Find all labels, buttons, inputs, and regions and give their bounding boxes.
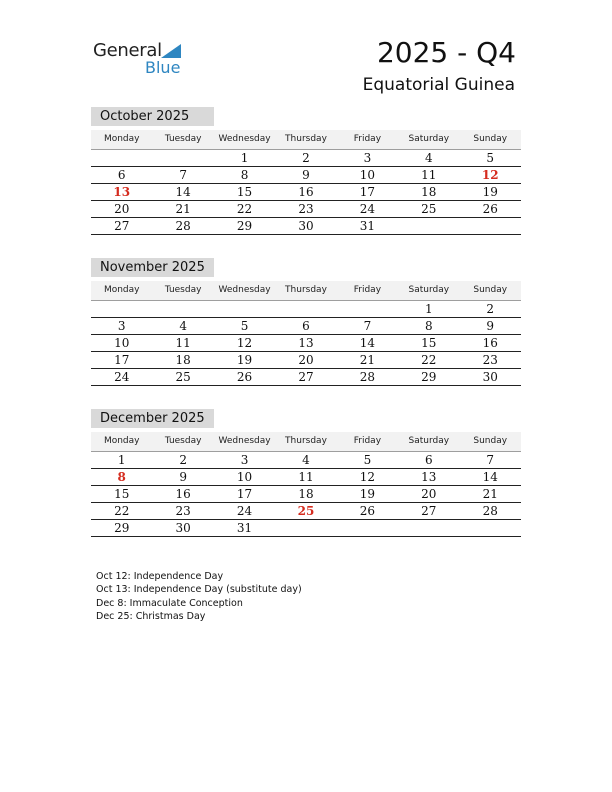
day-cell: 3 bbox=[240, 453, 249, 467]
day-cell: 14 bbox=[175, 185, 191, 199]
week-row bbox=[91, 486, 521, 503]
day-cell bbox=[460, 218, 521, 234]
day-cell: 13 bbox=[421, 470, 437, 484]
day-cell: 28 bbox=[359, 370, 376, 384]
day-cell: 9 bbox=[302, 168, 310, 182]
week-row bbox=[91, 369, 521, 386]
week-row bbox=[91, 301, 521, 318]
day-cell: 18 bbox=[175, 353, 191, 367]
week-row bbox=[91, 167, 521, 184]
day-cell: 15 bbox=[236, 185, 253, 199]
day-cell: 21 bbox=[175, 202, 191, 216]
day-cell: 21 bbox=[359, 353, 376, 367]
day-cell: 17 bbox=[114, 353, 130, 367]
day-cell: 2 bbox=[179, 453, 187, 467]
day-cell: 1 bbox=[240, 151, 249, 165]
day-cell bbox=[152, 301, 213, 317]
generalblue-logo bbox=[93, 40, 193, 80]
day-cell: 1 bbox=[117, 453, 126, 467]
day-cell: 25 bbox=[175, 370, 191, 384]
week-row bbox=[91, 469, 521, 486]
weekday-header: Monday bbox=[103, 134, 140, 144]
day-cell: 22 bbox=[421, 353, 437, 367]
week-row bbox=[91, 452, 521, 469]
month-label: December 2025 bbox=[91, 409, 214, 428]
day-cell: 3 bbox=[363, 151, 372, 165]
weekday-header: Wednesday bbox=[218, 436, 271, 446]
day-cell: 8 bbox=[425, 319, 433, 333]
day-cell: 5 bbox=[240, 319, 249, 333]
day-cell bbox=[337, 520, 398, 536]
day-cell: 2 bbox=[486, 302, 495, 316]
weekday-header: Wednesday bbox=[218, 285, 271, 295]
weekday-header-row bbox=[91, 281, 521, 301]
day-cell: 20 bbox=[421, 487, 437, 501]
day-cell: 23 bbox=[482, 353, 498, 367]
day-cell: 7 bbox=[179, 168, 187, 182]
day-cell: 12 bbox=[359, 470, 376, 484]
day-cell: 19 bbox=[482, 185, 498, 199]
day-cell: 26 bbox=[482, 202, 498, 216]
day-cell: 23 bbox=[298, 202, 314, 216]
weekday-header-row bbox=[91, 432, 521, 452]
weekday-header: Tuesday bbox=[164, 134, 202, 144]
day-cell: 7 bbox=[486, 453, 495, 467]
day-cell: 27 bbox=[298, 370, 314, 384]
weekday-header: Sunday bbox=[473, 436, 508, 446]
day-cell: 26 bbox=[359, 504, 376, 518]
day-cell: 15 bbox=[421, 336, 437, 350]
day-cell: 27 bbox=[114, 219, 130, 233]
week-row bbox=[91, 184, 521, 201]
day-cell: 20 bbox=[298, 353, 314, 367]
day-cell bbox=[398, 520, 459, 536]
holiday-day-cell: 25 bbox=[297, 504, 315, 518]
country-name: Equatorial Guinea bbox=[362, 75, 515, 95]
day-cell: 31 bbox=[236, 521, 253, 535]
day-cell: 29 bbox=[114, 521, 130, 535]
weekday-header-row bbox=[91, 130, 521, 150]
day-cell bbox=[275, 301, 336, 317]
day-cell: 14 bbox=[482, 470, 498, 484]
day-cell: 11 bbox=[298, 470, 314, 484]
day-cell: 4 bbox=[179, 319, 187, 333]
page-title: 2025 - Q4 bbox=[376, 36, 516, 69]
day-cell: 8 bbox=[240, 168, 249, 182]
day-cell: 3 bbox=[117, 319, 126, 333]
weekday-header: Monday bbox=[103, 285, 140, 295]
day-cell: 5 bbox=[486, 151, 495, 165]
day-cell: 26 bbox=[236, 370, 253, 384]
logo-triangle-icon bbox=[161, 44, 181, 58]
day-cell: 10 bbox=[114, 336, 130, 350]
day-cell: 14 bbox=[359, 336, 376, 350]
day-cell: 27 bbox=[421, 504, 437, 518]
day-cell: 10 bbox=[359, 168, 376, 182]
month-label: November 2025 bbox=[91, 258, 214, 277]
day-cell: 11 bbox=[175, 336, 191, 350]
holiday-notes bbox=[96, 570, 302, 623]
day-cell: 6 bbox=[425, 453, 433, 467]
day-cell: 19 bbox=[236, 353, 253, 367]
day-cell: 28 bbox=[482, 504, 498, 518]
day-cell: 4 bbox=[425, 151, 433, 165]
day-cell: 12 bbox=[236, 336, 253, 350]
month-block bbox=[91, 409, 521, 537]
day-cell: 25 bbox=[421, 202, 437, 216]
holiday-note: Oct 13: Independence Day (substitute day) bbox=[96, 584, 302, 596]
day-cell: 16 bbox=[298, 185, 314, 199]
holiday-day-cell: 13 bbox=[113, 185, 131, 199]
week-row bbox=[91, 150, 521, 167]
day-cell: 10 bbox=[236, 470, 253, 484]
week-row bbox=[91, 352, 521, 369]
day-cell: 28 bbox=[175, 219, 191, 233]
logo-word-blue: Blue bbox=[145, 58, 181, 77]
weekday-header: Tuesday bbox=[164, 436, 202, 446]
day-cell: 17 bbox=[359, 185, 376, 199]
weekday-header: Saturday bbox=[408, 134, 450, 144]
holiday-note: Dec 25: Christmas Day bbox=[96, 610, 206, 622]
month-block bbox=[91, 107, 521, 235]
day-cell bbox=[337, 301, 398, 317]
month-label: October 2025 bbox=[91, 107, 214, 126]
weekday-header: Thursday bbox=[285, 285, 327, 295]
day-cell: 17 bbox=[236, 487, 253, 501]
weekday-header: Saturday bbox=[408, 285, 450, 295]
day-cell: 16 bbox=[482, 336, 498, 350]
weekday-header: Sunday bbox=[473, 134, 508, 144]
day-cell: 21 bbox=[482, 487, 498, 501]
day-cell: 5 bbox=[363, 453, 372, 467]
day-cell: 22 bbox=[236, 202, 253, 216]
day-cell: 7 bbox=[363, 319, 372, 333]
weekday-header: Thursday bbox=[285, 436, 327, 446]
day-cell: 23 bbox=[175, 504, 191, 518]
day-cell: 30 bbox=[482, 370, 498, 384]
day-cell: 16 bbox=[175, 487, 191, 501]
weekday-header: Saturday bbox=[408, 436, 450, 446]
day-cell: 30 bbox=[175, 521, 191, 535]
day-cell: 9 bbox=[179, 470, 187, 484]
day-cell: 30 bbox=[298, 219, 314, 233]
weekday-header: Friday bbox=[353, 285, 382, 295]
day-cell: 29 bbox=[236, 219, 253, 233]
day-cell: 13 bbox=[298, 336, 314, 350]
holiday-note: Oct 12: Independence Day bbox=[96, 571, 224, 582]
month-block bbox=[91, 258, 521, 386]
week-row bbox=[91, 503, 521, 520]
weekday-header: Friday bbox=[353, 436, 382, 446]
day-cell: 4 bbox=[302, 453, 310, 467]
day-cell bbox=[214, 301, 275, 317]
week-row bbox=[91, 318, 521, 335]
day-cell: 18 bbox=[421, 185, 437, 199]
day-cell: 22 bbox=[114, 504, 130, 518]
day-cell bbox=[275, 520, 336, 536]
day-cell bbox=[460, 520, 521, 536]
day-cell: 24 bbox=[359, 202, 376, 216]
holiday-day-cell: 8 bbox=[117, 470, 126, 484]
week-row bbox=[91, 520, 521, 537]
day-cell: 6 bbox=[117, 168, 126, 182]
day-cell: 24 bbox=[114, 370, 130, 384]
weekday-header: Friday bbox=[353, 134, 382, 144]
day-cell bbox=[91, 301, 152, 317]
weekday-header: Sunday bbox=[473, 285, 508, 295]
week-row bbox=[91, 218, 521, 235]
day-cell bbox=[152, 150, 213, 166]
day-cell bbox=[398, 218, 459, 234]
day-cell: 9 bbox=[486, 319, 495, 333]
day-cell: 20 bbox=[114, 202, 130, 216]
day-cell: 29 bbox=[421, 370, 437, 384]
logo-word-general: General bbox=[93, 40, 162, 61]
weekday-header: Monday bbox=[103, 436, 140, 446]
day-cell: 24 bbox=[236, 504, 253, 518]
weekday-header: Thursday bbox=[285, 134, 327, 144]
weekday-header: Tuesday bbox=[164, 285, 202, 295]
day-cell: 18 bbox=[298, 487, 314, 501]
day-cell: 11 bbox=[421, 168, 437, 182]
week-row bbox=[91, 335, 521, 352]
day-cell: 19 bbox=[359, 487, 376, 501]
day-cell: 31 bbox=[359, 219, 376, 233]
holiday-note: Dec 8: Immaculate Conception bbox=[96, 597, 243, 609]
day-cell: 6 bbox=[302, 319, 310, 333]
day-cell bbox=[91, 150, 152, 166]
holiday-day-cell: 12 bbox=[481, 168, 499, 182]
weekday-header: Wednesday bbox=[218, 134, 271, 144]
day-cell: 15 bbox=[114, 487, 130, 501]
day-cell: 1 bbox=[425, 302, 433, 316]
week-row bbox=[91, 201, 521, 218]
day-cell: 2 bbox=[302, 151, 310, 165]
